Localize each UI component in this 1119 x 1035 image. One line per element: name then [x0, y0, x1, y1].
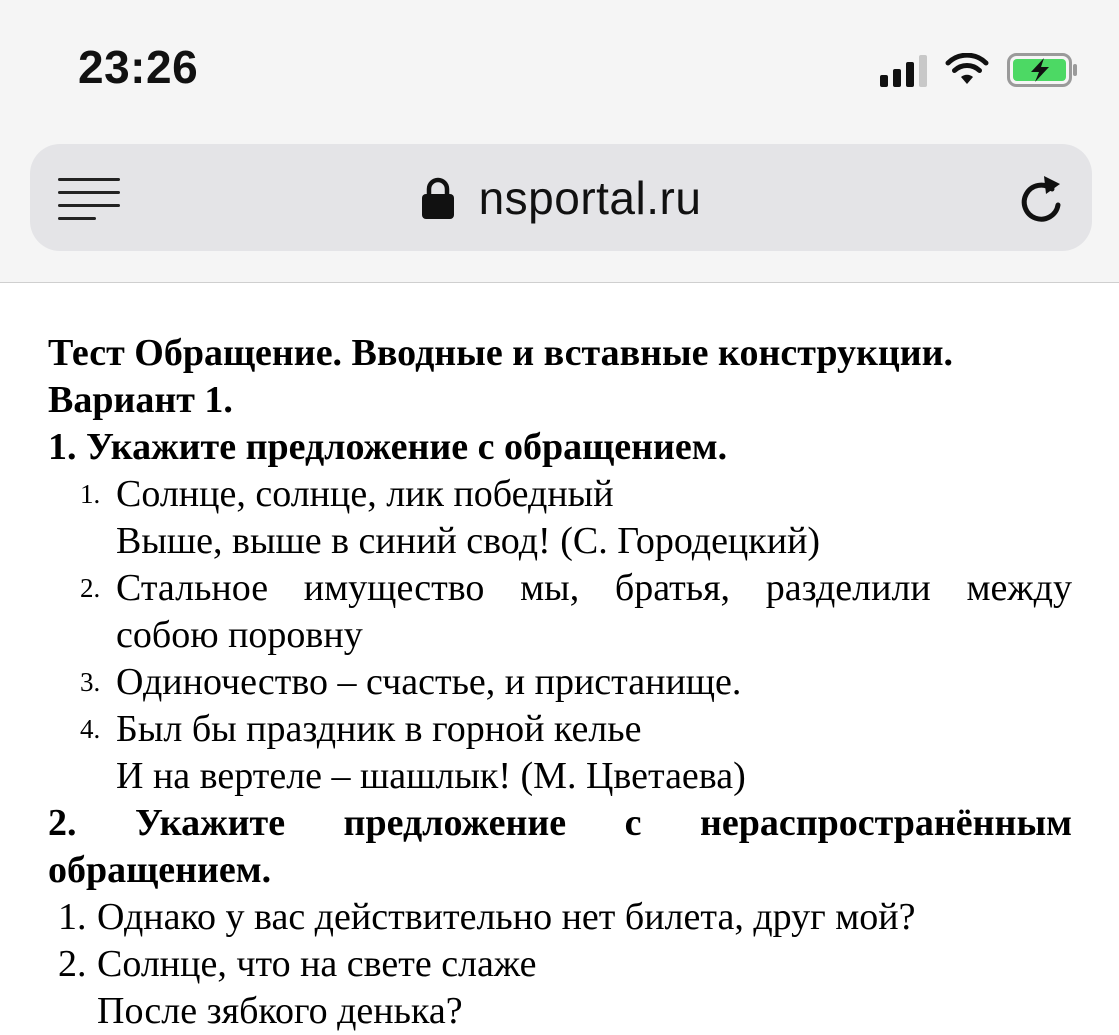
option-line: После зябкого денька? — [97, 990, 463, 1032]
option-line: Выше, выше в синий свод! (С. Городецкий) — [116, 520, 821, 562]
lock-icon — [421, 177, 455, 219]
question-1: 1. Укажите предложение с обращением. — [48, 426, 728, 468]
question-2-continued: обращением. — [48, 849, 272, 891]
battery-charging-icon — [1007, 53, 1079, 87]
option-line: Стальное имущество мы, братья, разделили между — [116, 567, 1072, 609]
option-line: Солнце, что на свете слаже — [97, 943, 537, 985]
question-2: 2. Укажите предложение с нераспространённым — [48, 802, 1072, 844]
address-bar[interactable] — [30, 144, 1092, 251]
url-text: nsportal.ru — [478, 171, 702, 224]
option-line: Одиночество – счастье, и пристанище. — [116, 661, 742, 703]
document-variant: Вариант 1. — [48, 379, 233, 421]
browser-chrome — [0, 0, 1119, 283]
option-line: И на вертеле – шашлык! (М. Цветаева) — [116, 755, 746, 797]
option-number: 3. — [80, 667, 101, 697]
option-number: 4. — [80, 714, 101, 744]
reload-icon[interactable] — [1016, 172, 1066, 226]
status-time: 23:26 — [78, 41, 199, 93]
cellular-signal-icon — [880, 53, 927, 87]
option-number: 2. — [80, 573, 101, 603]
option-line: собою поровну — [116, 614, 363, 656]
document-title: Тест Обращение. Вводные и вставные конструкции. — [48, 332, 954, 374]
option-line: Однако у вас действительно нет билета, друг мой? — [97, 896, 916, 938]
question-1-option-4 — [48, 706, 1072, 800]
question-1-option-1 — [48, 471, 1072, 565]
option-line: Солнце, солнце, лик победный — [116, 473, 614, 515]
option-number: 1. — [80, 479, 101, 509]
option-number: 1. — [58, 896, 87, 938]
url-display[interactable] — [30, 144, 1092, 251]
status-icons — [880, 50, 1079, 90]
question-2-option-2 — [48, 941, 1072, 1035]
wifi-icon — [945, 53, 989, 87]
document-content — [48, 330, 1072, 1035]
question-1-option-2 — [48, 565, 1072, 659]
question-2-option-1 — [48, 894, 1072, 941]
option-line: Был бы праздник в горной келье — [116, 708, 642, 750]
question-1-option-3 — [48, 659, 1072, 706]
option-number: 2. — [58, 943, 87, 985]
